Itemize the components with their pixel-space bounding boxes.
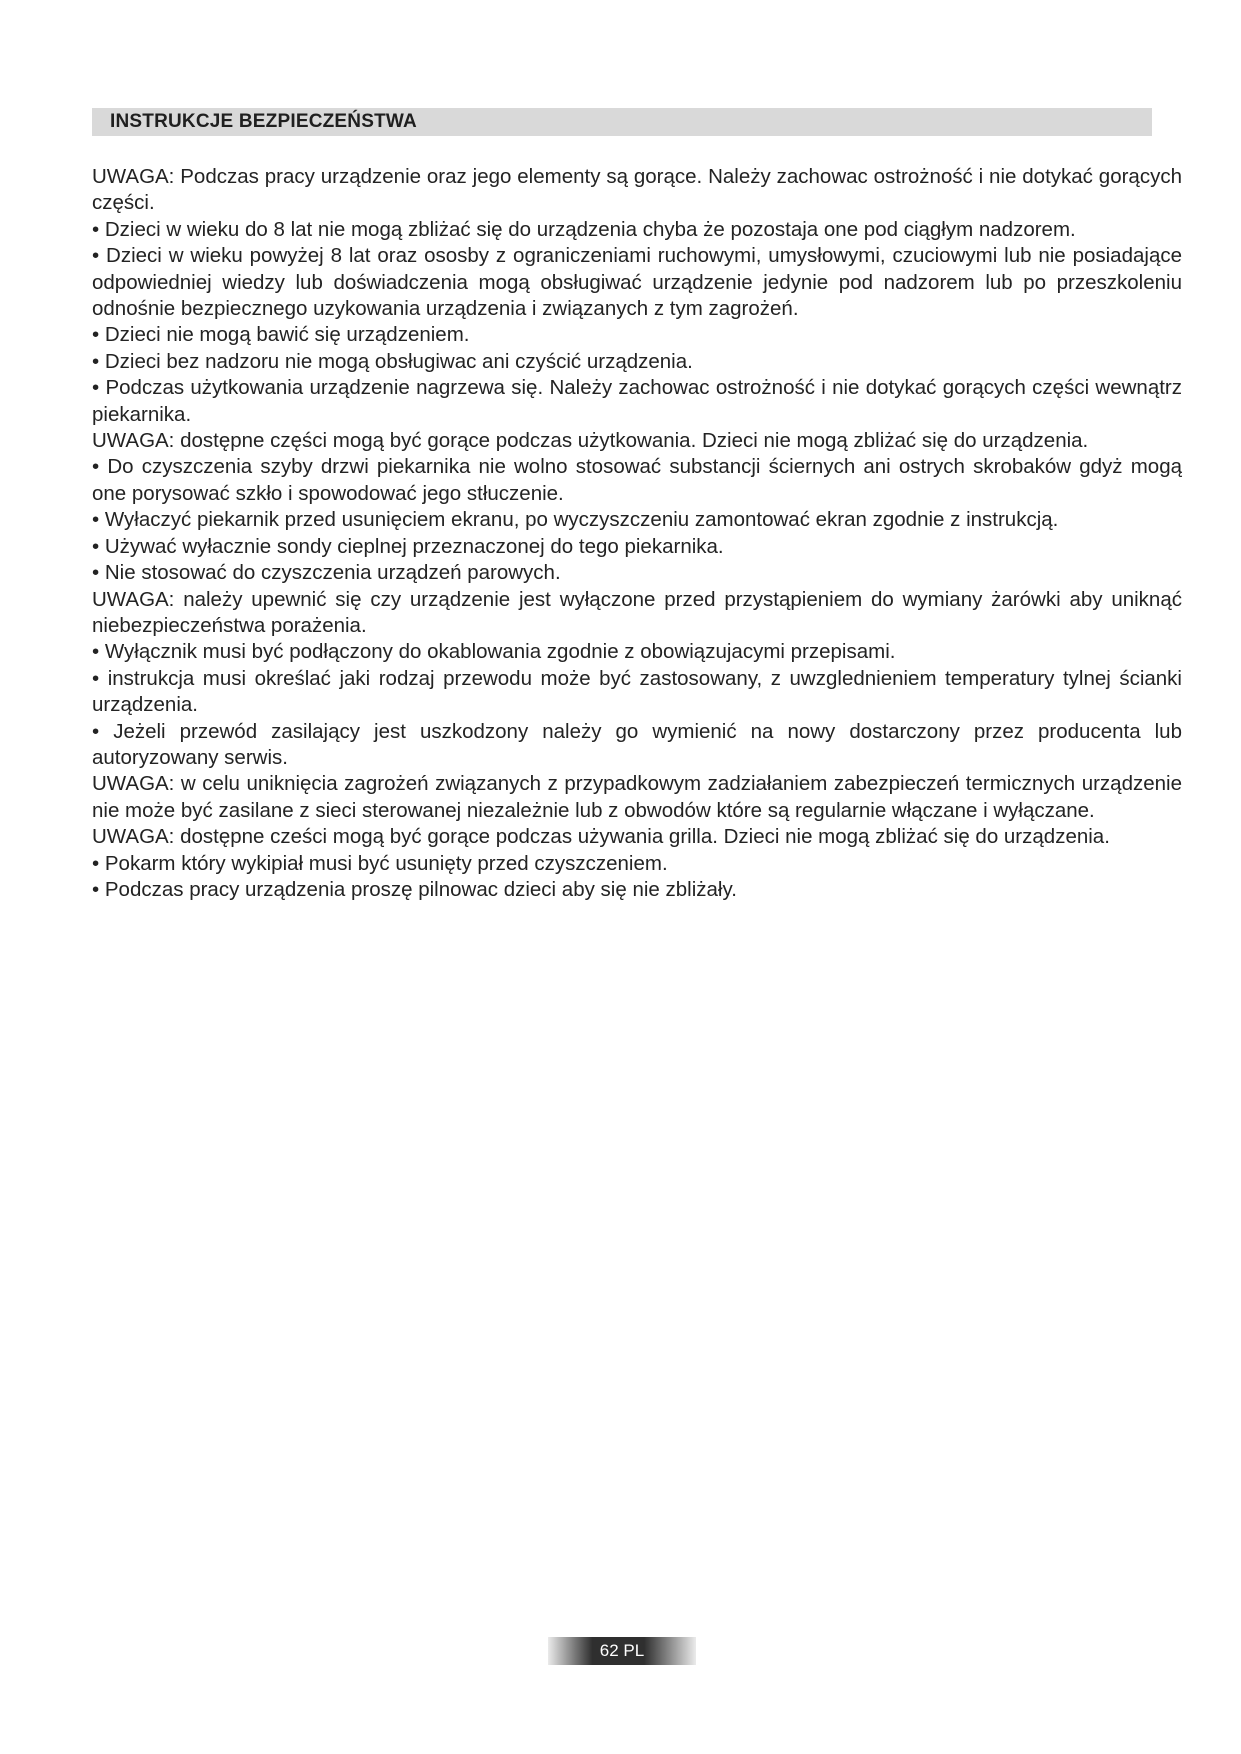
paragraph: • Podczas użytkowania urządzenie nagrzewa się. Należy zachowac ostrożność i nie dotykać gorących części wewnątrz piekarnika. — [92, 376, 1182, 426]
paragraph: • Dzieci bez nadzoru nie mogą obsługiwac ani czyścić urządzenia. — [92, 349, 693, 373]
paragraph: • Wyłaczyć piekarnik przed usunięciem ekranu, po wyczyszczeniu zamontować ekran zgodnie z instrukcją. — [92, 508, 1059, 532]
paragraph: UWAGA: Podczas pracy urządzenie oraz jego elementy są gorące. Należy zachowac ostrożność i nie dotykać gorących części. — [92, 165, 1182, 215]
safety-instructions-text — [92, 164, 1182, 903]
paragraph: • Dzieci nie mogą bawić się urządzeniem. — [92, 323, 470, 347]
paragraph: • Używać wyłacznie sondy cieplnej przeznaczonej do tego piekarnika. — [92, 534, 724, 558]
paragraph: • Nie stosować do czyszczenia urządzeń parowych. — [92, 561, 561, 585]
paragraph: • Podczas pracy urządzenia proszę pilnowac dzieci aby się nie zbliżały. — [92, 877, 737, 901]
paragraph: • instrukcja musi określać jaki rodzaj przewodu może być zastosowany, z uwzglednieniem temperatury tylnej ścianki urządzenia. — [92, 666, 1182, 717]
paragraph: UWAGA: dostępne cześci mogą być gorące podczas używania grilla. Dzieci nie mogą zbliżać się do urządzenia. — [92, 825, 1110, 849]
paragraph: • Dzieci w wieku powyżej 8 lat oraz ososby z ograniczeniami ruchowymi, umysłowymi, czuciowymi lub nie posiadające odpowiedniej wiedzy lub doświadczenia mogą obsługiwać urządzenie jedynie pod nadzorem lub po przeszkoleniu odnośnie bezpiecznego uzykowania urządzenia i związanych z tym zagrożeń. — [92, 244, 1182, 321]
paragraph: UWAGA: należy upewnić się czy urządzenie jest wyłączone przed przystąpieniem do wymiany żarówki aby uniknąć niebezpieczeństwa porażenia. — [92, 587, 1182, 637]
paragraph: • Jeżeli przewód zasilający jest uszkodzony należy go wymienić na nowy dostarczony przez producenta lub autoryzowany serwis. — [92, 719, 1182, 769]
paragraph: • Wyłącznik musi być podłączony do okablowania zgodnie z obowiązujacymi przepisami. — [92, 640, 896, 664]
section-header-bar — [92, 108, 1152, 136]
paragraph: • Dzieci w wieku do 8 lat nie mogą zbliżać się do urządzenia chyba że pozostaja one pod ciągłym nadzorem. — [92, 217, 1076, 241]
paragraph: UWAGA: w celu uniknięcia zagrożeń związanych z przypadkowym zadziałaniem zabezpieczeń termicznych urządzenie nie może być zasilane z sieci sterowanej niezależnie lub z obwodów które są regularnie włączane i wyłączane. — [92, 772, 1182, 822]
paragraph: UWAGA: dostępne części mogą być gorące podczas użytkowania. Dzieci nie mogą zbliżać się do urządzenia. — [92, 429, 1089, 453]
paragraph: • Do czyszczenia szyby drzwi piekarnika nie wolno stosować substancji ściernych ani ostrych skrobaków gdyż mogą one porysować szkło i spowodować jego stłuczenie. — [92, 455, 1182, 505]
paragraph: • Pokarm który wykipiał musi być usunięty przed czyszczeniem. — [92, 851, 668, 875]
page-number-badge — [548, 1637, 696, 1665]
section-title: INSTRUKCJE BEZPIECZEŃSTWA — [110, 111, 417, 132]
page-number: 62 PL — [599, 1641, 645, 1660]
